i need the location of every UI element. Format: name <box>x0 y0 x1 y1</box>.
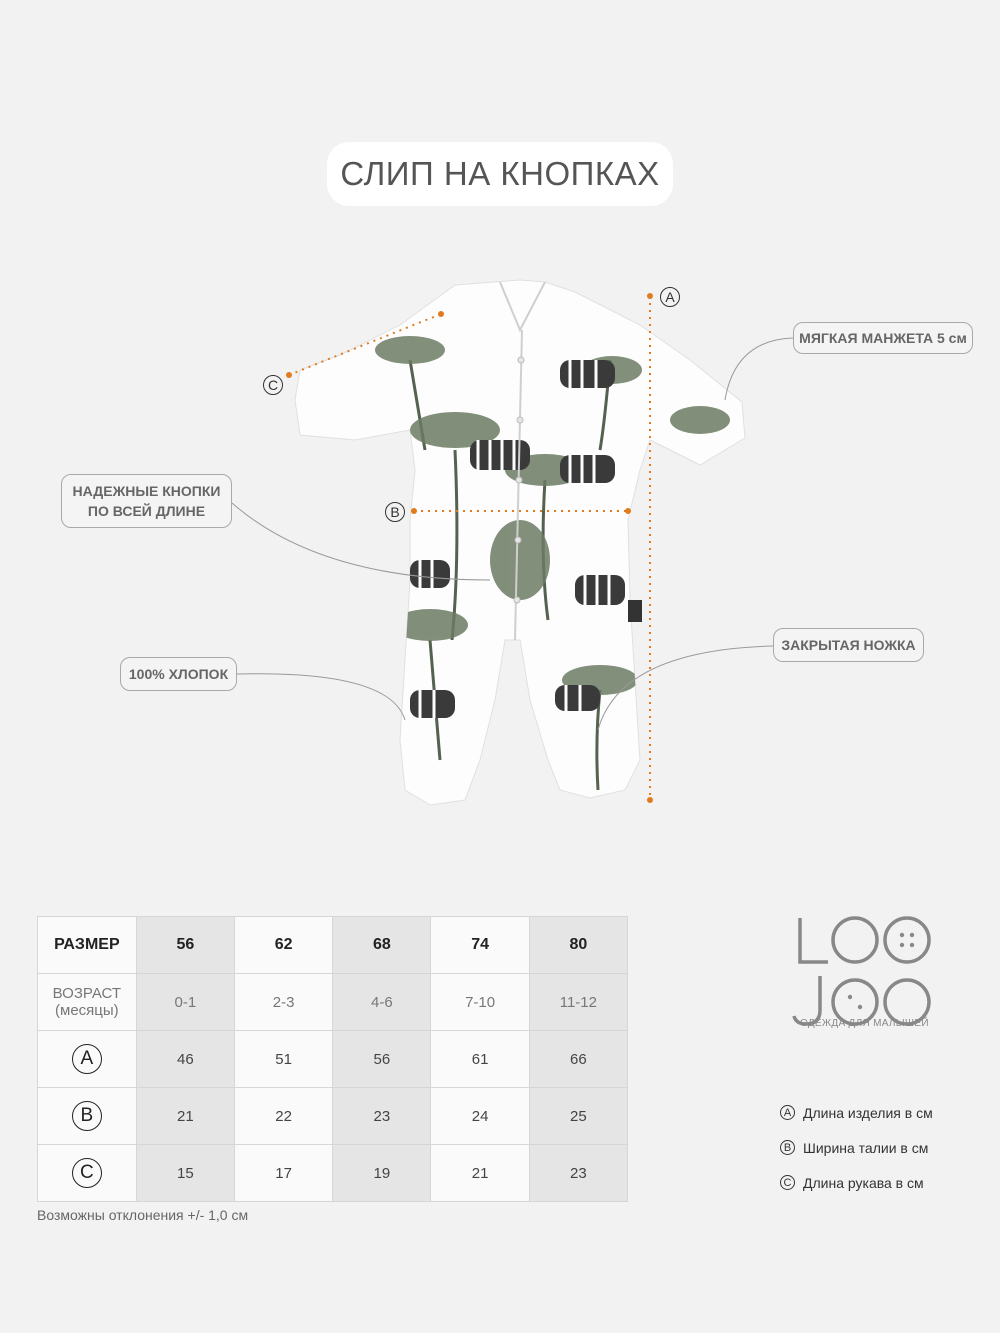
size-table <box>37 916 628 1202</box>
legend-item-a <box>780 1095 933 1130</box>
table-cell: 23 <box>529 1145 627 1202</box>
legend-item-b <box>780 1130 933 1165</box>
table-cell: 21 <box>136 1088 234 1145</box>
row-marker-b: B <box>72 1101 102 1131</box>
table-cell: 0-1 <box>136 974 234 1031</box>
callout-snaps <box>61 474 232 528</box>
table-cell: 15 <box>136 1145 234 1202</box>
row-marker-cell <box>38 1031 137 1088</box>
legend-text-a: Длина изделия в см <box>803 1104 933 1121</box>
row-marker-cell <box>38 1088 137 1145</box>
measurement-legend <box>780 1095 933 1200</box>
table-cell: 22 <box>234 1088 332 1145</box>
table-cell: 24 <box>431 1088 529 1145</box>
table-cell: 51 <box>234 1031 332 1088</box>
table-cell: 56 <box>333 1031 431 1088</box>
legend-marker-a: A <box>780 1105 795 1120</box>
callout-cotton: 100% ХЛОПОК <box>120 657 237 691</box>
marker-a: A <box>660 287 680 307</box>
legend-marker-b: B <box>780 1140 795 1155</box>
table-cell: 17 <box>234 1145 332 1202</box>
callout-snaps-line2: ПО ВСЕЙ ДЛИНЕ <box>87 503 206 519</box>
marker-c: C <box>263 375 283 395</box>
age-label-line2: (месяцы) <box>55 1002 119 1019</box>
row-marker-c: C <box>72 1158 102 1188</box>
legend-item-c <box>780 1165 933 1200</box>
table-cell: 19 <box>333 1145 431 1202</box>
table-cell: 23 <box>333 1088 431 1145</box>
tolerance-note: Возможны отклонения +/- 1,0 см <box>37 1207 249 1223</box>
callout-snaps-line1: НАДЕЖНЫЕ КНОПКИ <box>72 483 221 499</box>
table-cell: 68 <box>333 917 431 974</box>
table-cell: 66 <box>529 1031 627 1088</box>
page-title: СЛИП НА КНОПКАХ <box>327 142 673 206</box>
loojoo-logo <box>790 910 940 1035</box>
table-cell: 46 <box>136 1031 234 1088</box>
table-cell: 25 <box>529 1088 627 1145</box>
legend-marker-c: C <box>780 1175 795 1190</box>
table-row-size <box>38 917 628 974</box>
table-row-b <box>38 1088 628 1145</box>
table-cell: 61 <box>431 1031 529 1088</box>
age-label <box>38 974 137 1031</box>
table-cell: 2-3 <box>234 974 332 1031</box>
logo-tagline: ОДЕЖДА ДЛЯ МАЛЫШЕЙ <box>800 1018 929 1029</box>
age-label-line1: ВОЗРАСТ <box>52 985 122 1002</box>
table-cell: 62 <box>234 917 332 974</box>
callout-cuff: МЯГКАЯ МАНЖЕТА 5 см <box>793 322 973 354</box>
table-cell: 80 <box>529 917 627 974</box>
table-cell: 11-12 <box>529 974 627 1031</box>
table-row-a <box>38 1031 628 1088</box>
table-cell: 7-10 <box>431 974 529 1031</box>
legend-text-c: Длина рукава в см <box>803 1174 924 1191</box>
callout-closed-foot: ЗАКРЫТАЯ НОЖКА <box>773 628 924 662</box>
table-row-c <box>38 1145 628 1202</box>
marker-b: B <box>385 502 405 522</box>
table-header-label: РАЗМЕР <box>38 917 137 974</box>
table-cell: 74 <box>431 917 529 974</box>
brand-tag <box>628 600 642 622</box>
table-cell: 4-6 <box>333 974 431 1031</box>
table-cell: 56 <box>136 917 234 974</box>
row-marker-cell <box>38 1145 137 1202</box>
table-cell: 21 <box>431 1145 529 1202</box>
legend-text-b: Ширина талии в см <box>803 1139 929 1156</box>
row-marker-a: A <box>72 1044 102 1074</box>
table-row-age <box>38 974 628 1031</box>
